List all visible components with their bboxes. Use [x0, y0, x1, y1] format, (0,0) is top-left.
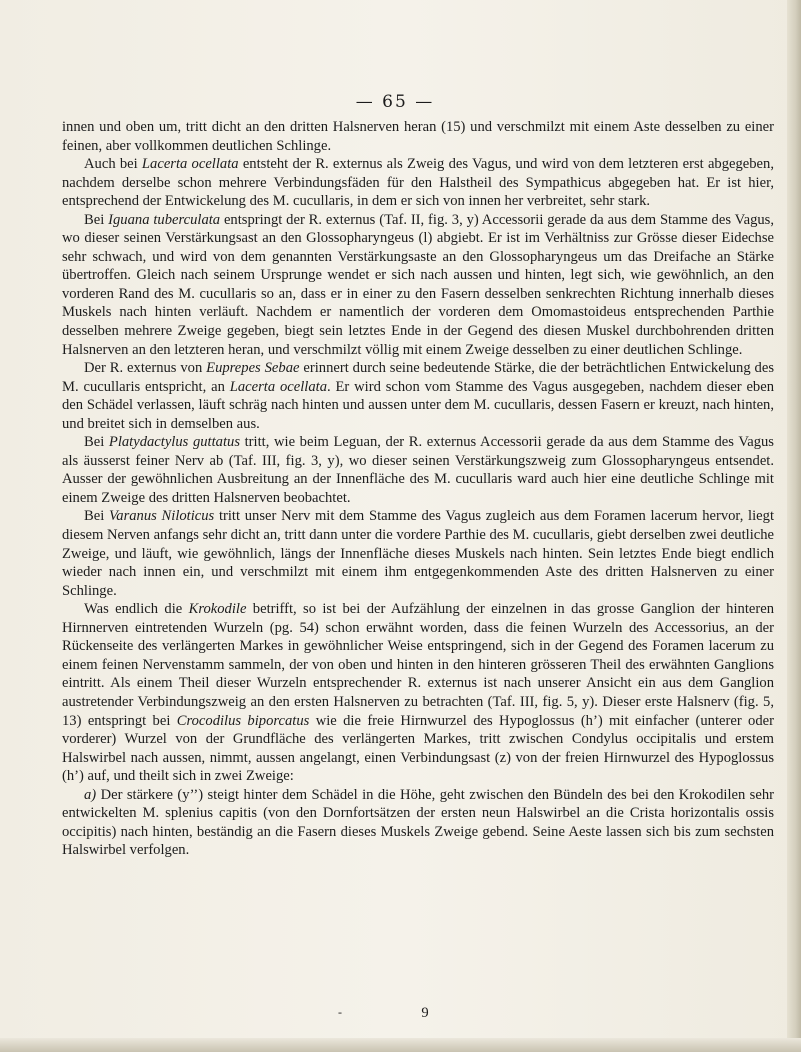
signature-number: 9	[421, 1005, 429, 1021]
text-run: erinnert durch seine bedeutende Stärke, die der beträchtlichen Entwickelung des M. cucullaris entspricht, an	[62, 360, 774, 395]
text-run: Der stärkere (y’’) steigt hinter dem Schädel in die Höhe, geht zwischen den Bündeln des bei den Krokodilen sehr entwickelten M. splenius capitis (von den Dornfortsätzen der ersten neun Halswirbel an die Crista horizontalis ossis occipitis) nach hinten, beständig an die Fasern dieses Muskels Zweige gebend. Seine Aeste lassen sich bis zum sechsten Halswirbel verfolgen.	[62, 786, 774, 859]
paragraph-p2	[62, 155, 774, 211]
paragraph-p8	[62, 786, 774, 860]
text-run: innen und oben um, tritt dicht an den dritten Halsnerven heran (15) und verschmilzt mit einem Aste desselben zu einer feinen, aber vollkommen deutlichen Schlinge.	[62, 119, 774, 154]
italic-term: Krokodile	[188, 601, 247, 618]
text-run: tritt unser Nerv mit dem Stamme des Vagus zugleich aus dem Foramen lacerum hervor, liegt diesem Nerven anfangs sehr dicht an, tritt dann unter die vordere Parthie des M. cucullaris, giebt derselben zwei deutliche Zweige, und läuft, wie gewöhnlich, längs der Innenfläche dieses Muskels nach hinten. Sein letztes Ende biegt endlich wieder nach innen ein, und verschmilzt mit einem ihm entgegenkommenden Aste des dritten Halsnerven zu einer Schlinge.	[62, 508, 775, 599]
paragraph-p4	[62, 359, 774, 433]
printer-signature-line	[0, 1005, 790, 1022]
page-edge-right	[787, 0, 801, 1052]
paragraph-p1	[62, 118, 774, 155]
text-run: entspringt der R. externus (Taf. II, fig. 3, y) Accessorii gerade da aus dem Stamme des Vagus, wo dieser seinen Verstärkungsast an den Glossopharyngeus (l) abgiebt. Er ist im Verhältniss zur Grösse dieser Eidechse sehr schwach, und wird von dem genannten Verstärkungsaste an den Glossopharyngeus um das Dreifache an Stärke übertroffen. Gleich nach seinem Ursprunge wendet er sich nach aussen und hinten, legt sich, wie gewöhnlich, an den vorderen Rand des M. cucullaris so an, dass er in einer zu den Fasern desselben senkrechten Richtung innerhalb dieses Muskels nach hinten verläuft. Nachdem er namentlich der vorderen dem Omomastoideus entsprechenden Parthie desselben mehrere Zweige gegeben, biegt sein letztes Ende in der Gegend des diesen Muskel durchbohrenden dritten Halsnerven an den letzteren heran, und verschmilzt völlig mit einem Zweige desselben zu einer deutlichen Schlinge.	[62, 211, 775, 358]
paragraph-p7	[62, 600, 774, 785]
text-run: Bei	[84, 508, 109, 525]
italic-term: Lacerta ocellata	[141, 156, 239, 173]
text-run: entsteht der R. externus als Zweig des Vagus, und wird von dem letzteren erst abgegeben, nachdem derselbe schon mehrere Verbindungsfäden für den Halstheil des Sympathicus abgegeben hat. Er ist hier, entsprechend der Entwickelung des M. cucullaris, in dem er sich von innen her verbreitet, sehr stark.	[62, 156, 774, 210]
paragraph-p3	[62, 211, 774, 359]
italic-term: Varanus Niloticus	[108, 508, 215, 525]
italic-term: Lacerta ocellata	[229, 378, 327, 395]
italic-term: Iguana tuberculata	[108, 211, 221, 228]
text-run: Was endlich die	[84, 601, 189, 618]
text-run: . Er wird schon vom Stamme des Vagus ausgegeben, nachdem dieser eben den Schädel verlassen, läuft schräg nach hinten und aussen unter dem M. cucullaris, dessen Fasern er kreuzt, nach hinten, und breitet sich in demselben aus.	[62, 378, 775, 432]
italic-term: a)	[84, 786, 97, 803]
italic-term: Euprepes Sebae	[206, 360, 300, 377]
body-text	[62, 118, 774, 860]
text-run: betrifft, so ist bei der Aufzählung der einzelnen in das grosse Ganglion der hinteren Hirnnerven eintretenden Wurzeln (pg. 54) schon erwähnt worden, dass die feinen Wurzeln des Accessorius, an der Rückenseite des verlängerten Markes in gewöhnlicher Weise entspringend, sich in der Gegend des Foramen lacerum zu einem feinen Nervenstamm sammeln, der von oben und hinten in den hinteren grösseren Theil des erwähnten Ganglions eintritt. Als einem Theil dieser Wurzeln entsprechender R. externus ist nach unserer Ansicht ein aus dem Ganglion austretender Verbindungszweig an den ersten Halsnerven zu betrachten (Taf. III, fig. 5, y). Dieser erste Halsnerv (fig. 5, 13) entspringt bei	[62, 601, 774, 729]
text-run: Der R. externus von	[84, 360, 207, 377]
paragraph-p6	[62, 507, 774, 600]
text-run: Bei	[84, 434, 109, 451]
signature-dash: -	[338, 1005, 342, 1019]
italic-term: Crocodilus biporcatus	[176, 712, 310, 729]
page-number: — 65 —	[355, 92, 435, 112]
text-run: Bei	[84, 211, 109, 228]
text-run: Auch bei	[84, 156, 142, 173]
text-run: tritt, wie beim Leguan, der R. externus Accessorii gerade da aus dem Stamme des Vagus als äusserst feiner Nerv ab (Taf. III, fig. 3, y), wo dieser seinen Verstärkungszweig zum Glossopharyngeus entsendet. Ausser der gewöhnlichen Ausbreitung an der Innenfläche des M. cucullaris ward auch hier eine deutliche Schlinge mit einem Zweige des dritten Halsnerven beobachtet.	[62, 434, 774, 506]
italic-term: Platydactylus guttatus	[108, 434, 240, 451]
text-run: wie die freie Hirnwurzel des Hypoglossus (h’) mit einfacher (unterer oder vorderer) Wurzel von der Grundfläche des verlängerten Markes, tritt zwischen Condylus occipitalis und erstem Halswirbel nach aussen, nimmt, aussen angelangt, einen Verbindungsast (z) von der freien Hirnwurzel des Hypoglossus (h’) auf, und theilt sich in zwei Zweige:	[62, 712, 774, 785]
paragraph-p5	[62, 433, 774, 507]
page-edge-bottom	[0, 1038, 801, 1052]
